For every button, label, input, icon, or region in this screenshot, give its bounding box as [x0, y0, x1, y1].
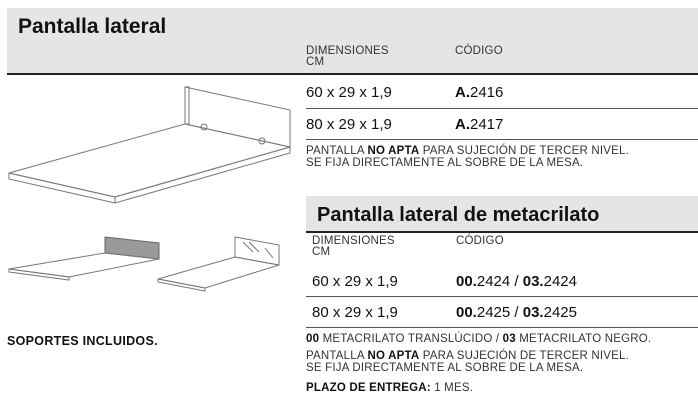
section1-row-divider — [306, 108, 698, 109]
section1-note-line2: SE FIJA DIRECTAMENTE AL SOBRE DE LA MESA. — [306, 157, 584, 169]
desk-with-translucent-screen-illustration — [155, 232, 290, 292]
section1-dimensions-header: DIMENSIONES CM — [306, 45, 389, 68]
section1-code-header: CÓDIGO — [455, 45, 503, 57]
section2-table-bottom — [306, 327, 698, 328]
section2-row2-code: 00.2425 / 03.2425 — [456, 304, 577, 321]
section2-title: Pantalla lateral de metacrilato — [317, 204, 600, 226]
section1-note-line1: PANTALLA NO APTA PARA SUJECIÓN DE TERCER NIVEL. — [306, 145, 629, 157]
soportes-incluidos: SOPORTES INCLUIDOS. — [7, 334, 158, 348]
section2-code-header: CÓDIGO — [456, 235, 504, 247]
section2-row-divider — [306, 296, 698, 297]
section1-row2-code: A.2417 — [455, 116, 504, 133]
section2-legend: 00 METACRILATO TRANSLÚCIDO / 03 METACRILATO NEGRO. — [306, 333, 652, 345]
section2-dimensions-header: DIMENSIONES CM — [312, 235, 395, 258]
section2-row2-dims: 80 x 29 x 1,9 — [312, 304, 398, 321]
section2-row1-code: 00.2424 / 03.2424 — [456, 273, 577, 290]
section2-row1-dims: 60 x 29 x 1,9 — [312, 273, 398, 290]
desk-with-screen-illustration — [5, 80, 300, 215]
section2-note-line1: PANTALLA NO APTA PARA SUJECIÓN DE TERCER NIVEL. — [306, 350, 629, 362]
section2-title-underline — [306, 231, 698, 233]
section2-delivery: PLAZO DE ENTREGA: 1 MES. — [306, 382, 474, 394]
section1-row1-dims: 60 x 29 x 1,9 — [306, 84, 392, 101]
section1-table-bottom — [306, 139, 698, 140]
section1-row1-code: A.2416 — [455, 84, 504, 101]
section2-note-line2: SE FIJA DIRECTAMENTE AL SOBRE DE LA MESA. — [306, 362, 584, 374]
section1-title-underline — [7, 73, 698, 75]
section1-title: Pantalla lateral — [18, 15, 167, 38]
section1-row2-dims: 80 x 29 x 1,9 — [306, 116, 392, 133]
desk-with-black-screen-illustration — [5, 232, 165, 282]
